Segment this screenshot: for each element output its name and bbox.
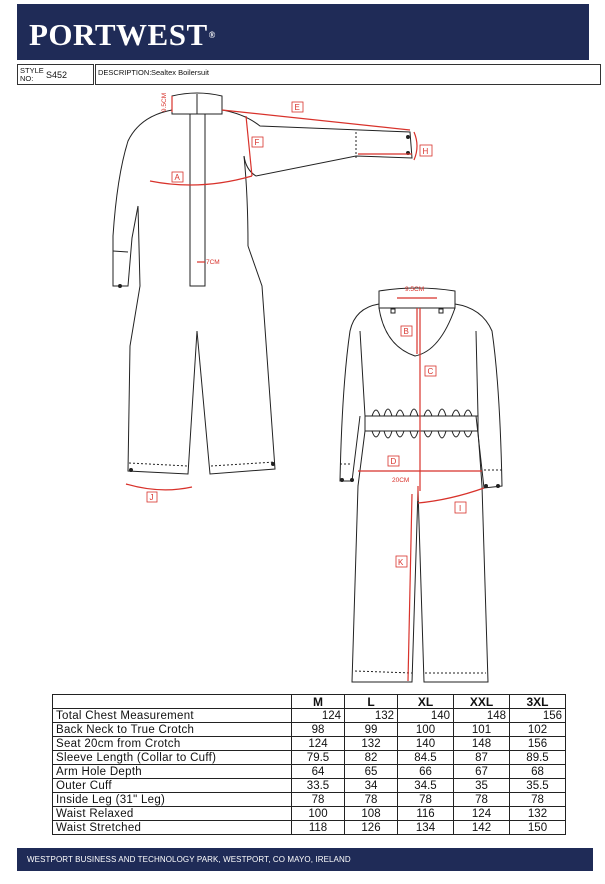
size-chart-table xyxy=(52,694,566,835)
collar-height-annotation: 9.5CM xyxy=(161,92,168,112)
row-value: 150 xyxy=(510,821,566,835)
table-row xyxy=(53,807,566,821)
row-value: 78 xyxy=(398,793,454,807)
row-label: Sleeve Length (Collar to Cuff) xyxy=(53,751,292,765)
table-row xyxy=(53,723,566,737)
row-value: 65 xyxy=(345,765,398,779)
row-value: 101 xyxy=(454,723,510,737)
size-header-blank xyxy=(53,695,292,709)
size-header-xl: XL xyxy=(398,695,454,709)
row-value: 124 xyxy=(292,709,345,723)
row-value: 35 xyxy=(454,779,510,793)
row-value: 66 xyxy=(398,765,454,779)
label-h: H xyxy=(422,147,429,156)
row-value: 100 xyxy=(292,807,345,821)
row-value: 82 xyxy=(345,751,398,765)
row-label: Back Neck to True Crotch xyxy=(53,723,292,737)
row-value: 87 xyxy=(454,751,510,765)
row-value: 124 xyxy=(292,737,345,751)
row-value: 64 xyxy=(292,765,345,779)
style-number-value: S452 xyxy=(46,70,68,80)
table-row xyxy=(53,779,566,793)
row-value: 142 xyxy=(454,821,510,835)
row-value: 132 xyxy=(510,807,566,821)
row-value: 78 xyxy=(510,793,566,807)
row-value: 134 xyxy=(398,821,454,835)
technical-drawing xyxy=(0,86,605,686)
row-value: 99 xyxy=(345,723,398,737)
label-a: A xyxy=(174,173,180,182)
row-value: 132 xyxy=(345,709,398,723)
row-value: 79.5 xyxy=(292,751,345,765)
table-row xyxy=(53,793,566,807)
row-value: 34.5 xyxy=(398,779,454,793)
label-i: I xyxy=(459,504,462,513)
footer-address: WESTPORT BUSINESS AND TECHNOLOGY PARK, WESTPORT, CO MAYO, IRELAND xyxy=(27,855,351,864)
row-value: 132 xyxy=(345,737,398,751)
row-value: 116 xyxy=(398,807,454,821)
row-value: 156 xyxy=(510,737,566,751)
row-label: Outer Cuff xyxy=(53,779,292,793)
label-c: C xyxy=(427,367,434,376)
description-label: DESCRIPTION: xyxy=(98,68,152,77)
row-label: Total Chest Measurement xyxy=(53,709,292,723)
style-number-box xyxy=(17,64,94,85)
row-value: 148 xyxy=(454,737,510,751)
row-value: 34 xyxy=(345,779,398,793)
row-value: 140 xyxy=(398,737,454,751)
style-number-label: STYLE NO: xyxy=(20,66,44,83)
brand-logo xyxy=(29,19,216,51)
row-value: 140 xyxy=(398,709,454,723)
row-value: 126 xyxy=(345,821,398,835)
row-label: Arm Hole Depth xyxy=(53,765,292,779)
description-box xyxy=(95,64,601,85)
size-header-xxl: XXL xyxy=(454,695,510,709)
row-value: 84.5 xyxy=(398,751,454,765)
row-value: 100 xyxy=(398,723,454,737)
front-view-garment xyxy=(113,93,412,474)
back-label-boxes xyxy=(388,286,466,567)
label-j: J xyxy=(149,493,154,502)
table-row xyxy=(53,737,566,751)
table-row xyxy=(53,765,566,779)
row-label: Waist Stretched xyxy=(53,821,292,835)
row-value: 78 xyxy=(292,793,345,807)
label-b: B xyxy=(403,327,409,336)
row-label: Inside Leg (31" Leg) xyxy=(53,793,292,807)
label-d: D xyxy=(390,457,397,466)
row-value: 35.5 xyxy=(510,779,566,793)
label-e: E xyxy=(294,103,300,112)
label-k: K xyxy=(398,558,404,567)
row-value: 98 xyxy=(292,723,345,737)
row-value: 118 xyxy=(292,821,345,835)
size-header-m: M xyxy=(292,695,345,709)
row-value: 78 xyxy=(345,793,398,807)
row-value: 67 xyxy=(454,765,510,779)
table-row xyxy=(53,821,566,835)
description-value: Sealtex Boilersuit xyxy=(151,68,209,77)
zip-width-annotation: 7CM xyxy=(206,259,220,266)
row-value: 124 xyxy=(454,807,510,821)
registered-mark: ® xyxy=(208,30,216,40)
header-bar xyxy=(17,4,589,60)
size-header-row xyxy=(53,695,566,709)
table-row xyxy=(53,751,566,765)
seat-drop-annotation: 20CM xyxy=(392,477,410,484)
footer-bar xyxy=(17,848,593,871)
row-value: 148 xyxy=(454,709,510,723)
row-value: 68 xyxy=(510,765,566,779)
row-label: Seat 20cm from Crotch xyxy=(53,737,292,751)
back-measurement-lines xyxy=(358,298,484,681)
size-header-3xl: 3XL xyxy=(510,695,566,709)
table-row xyxy=(53,709,566,723)
row-value: 102 xyxy=(510,723,566,737)
back-view-garment xyxy=(340,288,502,682)
back-collar-annotation: 9.5CM xyxy=(405,286,425,293)
row-value: 156 xyxy=(510,709,566,723)
size-header-l: L xyxy=(345,695,398,709)
row-value: 108 xyxy=(345,807,398,821)
row-value: 78 xyxy=(454,793,510,807)
row-label: Waist Relaxed xyxy=(53,807,292,821)
label-f: F xyxy=(254,138,260,147)
row-value: 89.5 xyxy=(510,751,566,765)
row-value: 33.5 xyxy=(292,779,345,793)
brand-name: PORTWEST xyxy=(29,17,208,52)
